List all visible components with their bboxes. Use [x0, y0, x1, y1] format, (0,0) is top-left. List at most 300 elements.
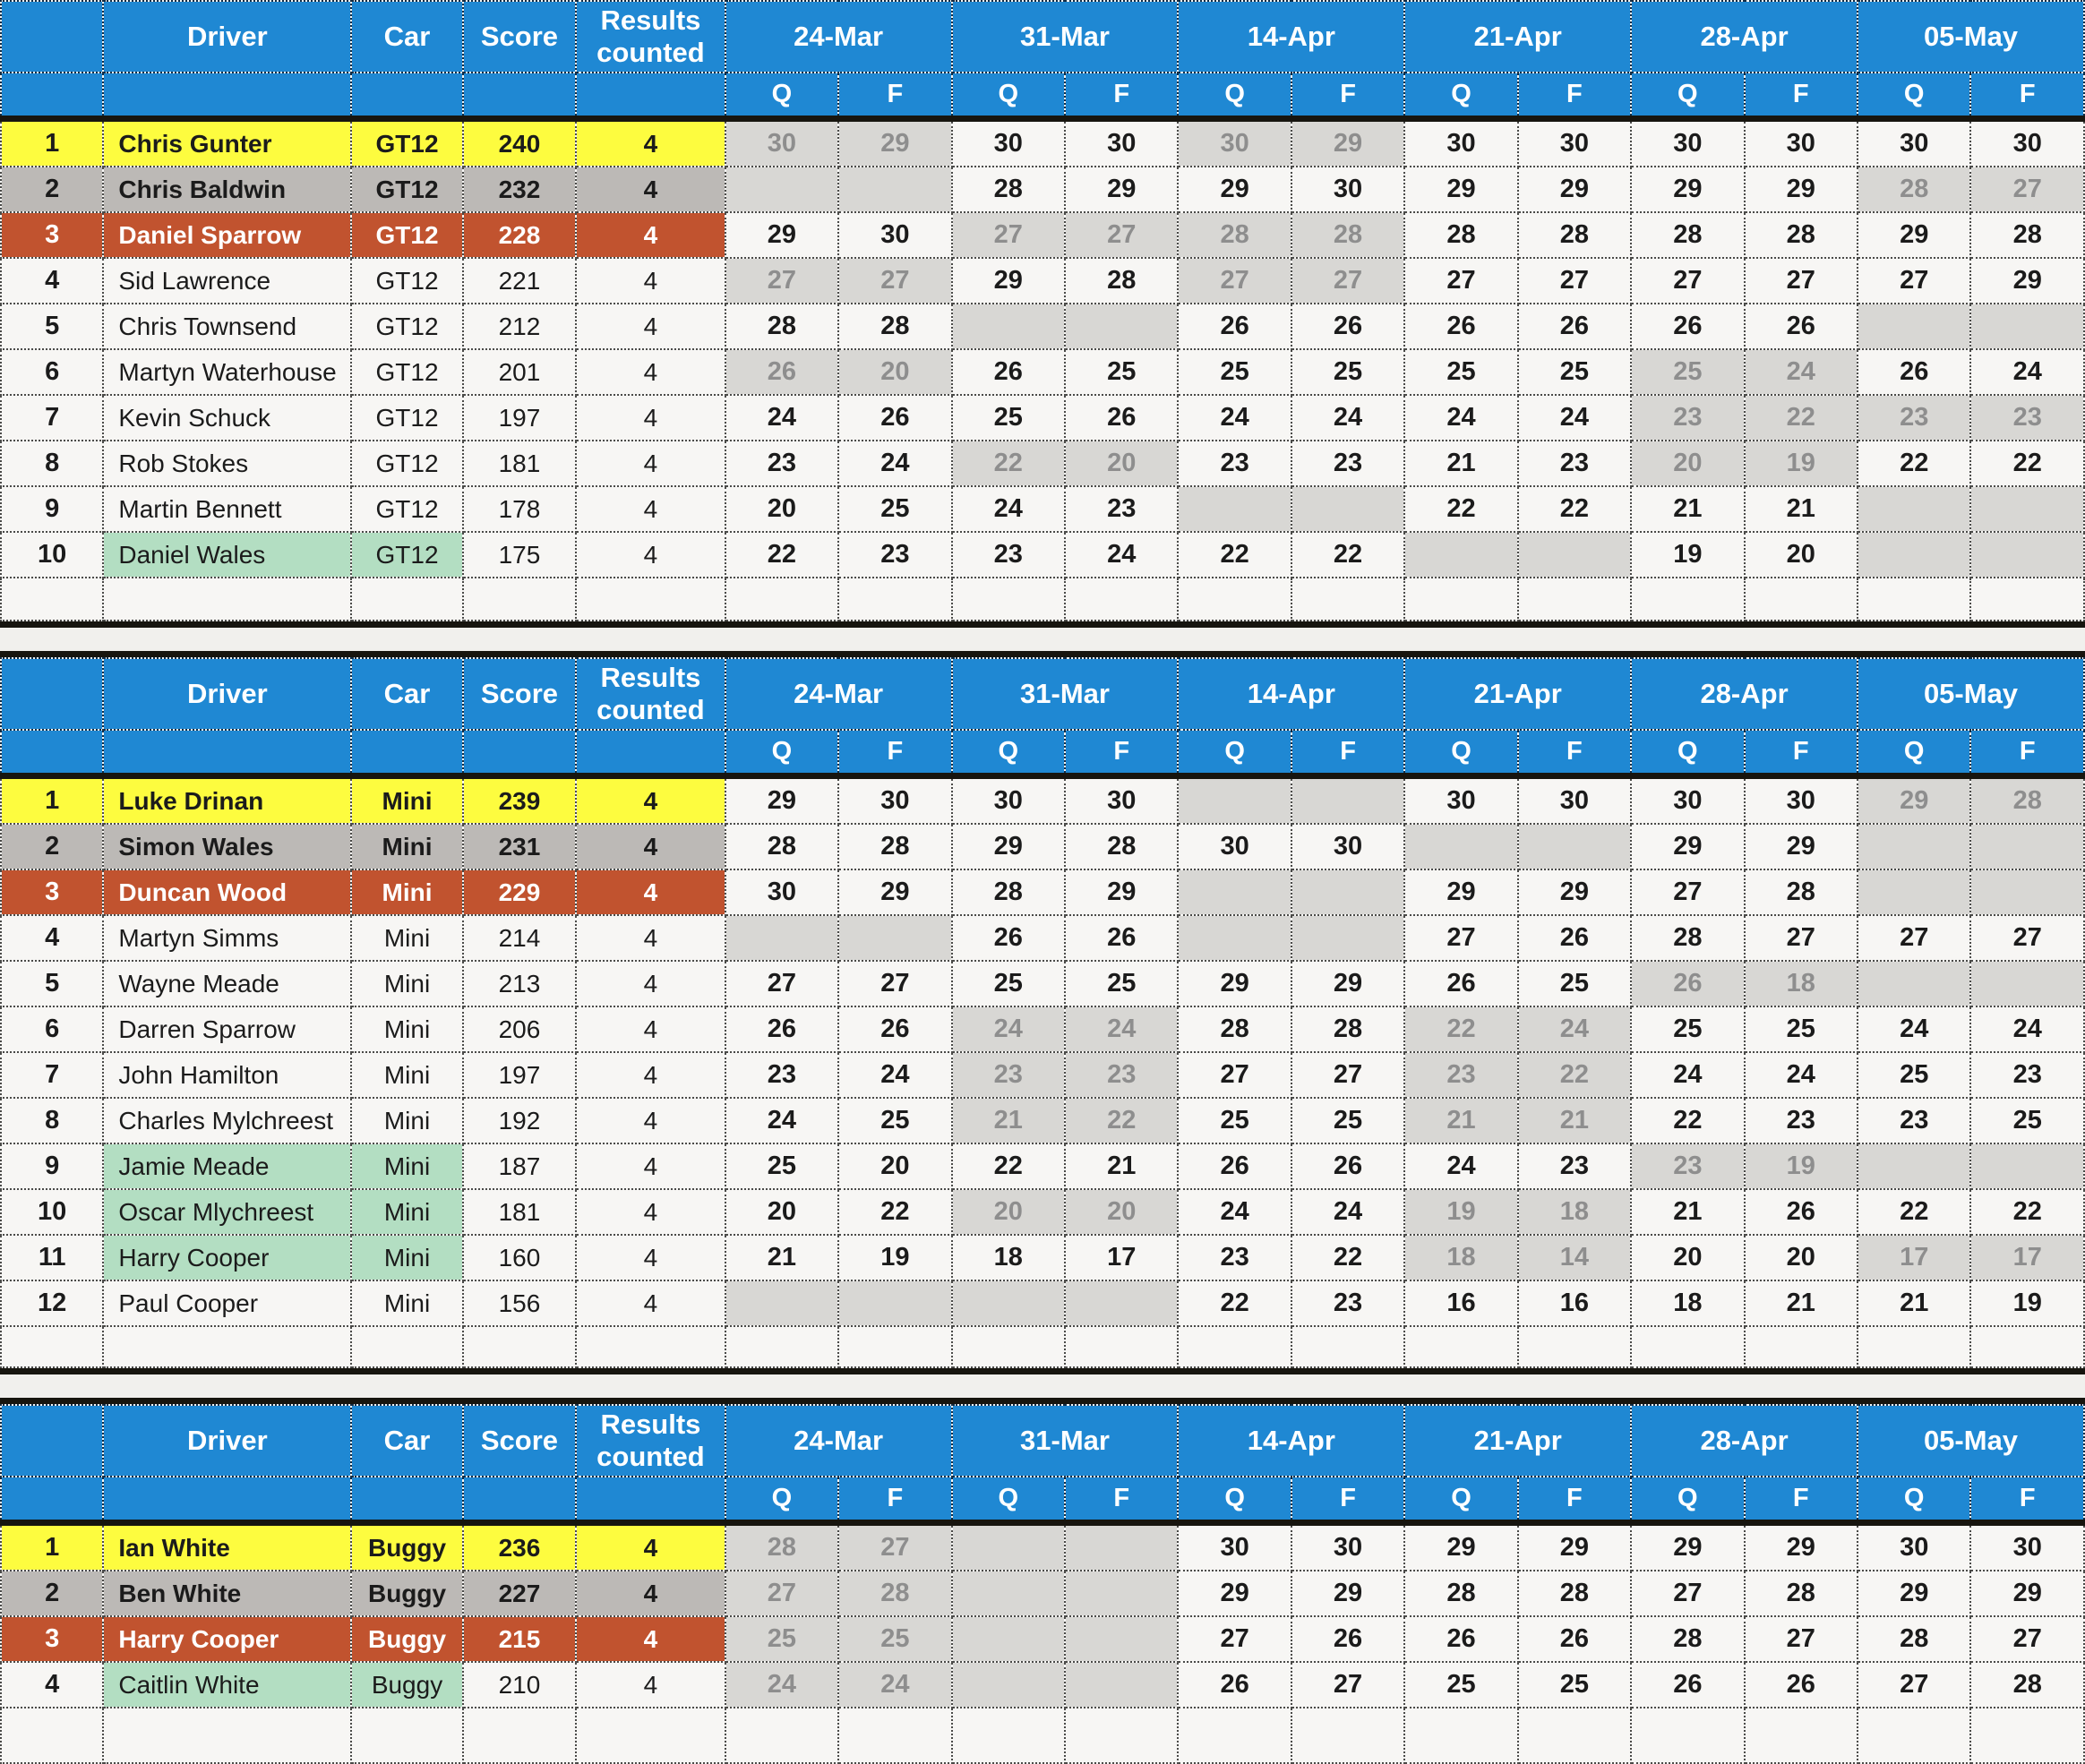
result-cell: 17 [1065, 1235, 1178, 1280]
qualifying-subheader: Q [1858, 1477, 1970, 1523]
score-cell: 214 [463, 915, 576, 961]
driver-name-cell: Martyn Waterhouse [103, 349, 351, 395]
result-cell [1970, 869, 2084, 915]
result-cell: 29 [838, 119, 951, 167]
score-cell: 212 [463, 304, 576, 349]
result-cell: 29 [1970, 1571, 2084, 1616]
car-class-cell: Mini [351, 1098, 462, 1143]
result-cell: 30 [1518, 776, 1631, 825]
position-cell: 8 [1, 1098, 103, 1143]
driver-name-cell: Paul Cooper [103, 1280, 351, 1326]
empty-cell [1178, 578, 1291, 621]
results-counted-column-header: Results counted [576, 1, 725, 73]
result-cell: 24 [838, 1052, 951, 1098]
driver-name-cell: Martyn Simms [103, 915, 351, 961]
header-spacer [1, 73, 103, 119]
results-counted-cell: 4 [576, 1571, 725, 1616]
date-header-21-apr: 21-Apr [1404, 658, 1631, 730]
result-cell: 27 [725, 961, 838, 1006]
result-cell: 22 [1291, 1235, 1404, 1280]
table-gap [0, 1374, 2085, 1398]
qf-subheader-row [1, 73, 2084, 119]
result-cell: 28 [1970, 1662, 2084, 1708]
result-cell: 21 [1404, 1098, 1517, 1143]
result-cell: 26 [1631, 304, 1744, 349]
position-column-header [1, 658, 103, 730]
result-cell: 26 [1065, 915, 1178, 961]
result-cell [1291, 915, 1404, 961]
result-cell: 25 [1291, 1098, 1404, 1143]
result-cell: 30 [952, 776, 1065, 825]
empty-cell [1, 1708, 103, 1763]
empty-cell [463, 1326, 576, 1367]
qualifying-subheader: Q [1858, 730, 1970, 776]
result-cell: 29 [1745, 1523, 1858, 1571]
result-cell: 17 [1858, 1235, 1970, 1280]
position-cell: 1 [1, 1523, 103, 1571]
result-cell: 28 [1518, 212, 1631, 258]
result-cell: 22 [838, 1189, 951, 1235]
position-cell: 3 [1, 1616, 103, 1662]
empty-cell [838, 578, 951, 621]
driver-name-cell: John Hamilton [103, 1052, 351, 1098]
score-cell: 201 [463, 349, 576, 395]
result-cell: 25 [725, 1143, 838, 1189]
results-counted-cell: 4 [576, 349, 725, 395]
driver-name-cell: Chris Gunter [103, 119, 351, 167]
result-cell: 22 [1631, 1098, 1744, 1143]
result-cell: 27 [1178, 258, 1291, 304]
result-cell: 24 [1518, 1006, 1631, 1052]
result-cell: 28 [1518, 1571, 1631, 1616]
result-cell: 27 [1291, 1662, 1404, 1708]
final-subheader: F [1291, 1477, 1404, 1523]
qualifying-subheader: Q [725, 1477, 838, 1523]
empty-cell [1631, 1326, 1744, 1367]
results-counted-cell: 4 [576, 1143, 725, 1189]
result-cell [1291, 486, 1404, 532]
result-cell: 27 [1858, 915, 1970, 961]
result-cell: 23 [1858, 395, 1970, 441]
header-spacer [1, 1477, 103, 1523]
result-cell: 25 [1518, 1662, 1631, 1708]
result-cell [1065, 1280, 1178, 1326]
car-class-cell: Mini [351, 1006, 462, 1052]
date-header-05-may: 05-May [1858, 1405, 2084, 1477]
empty-cell [952, 1326, 1065, 1367]
empty-cell [1404, 1708, 1517, 1763]
result-cell: 30 [725, 869, 838, 915]
final-subheader: F [1970, 73, 2084, 119]
result-cell: 23 [1291, 1280, 1404, 1326]
result-cell: 23 [952, 532, 1065, 578]
result-cell [1065, 1616, 1178, 1662]
result-cell: 24 [1745, 1052, 1858, 1098]
result-cell: 23 [1518, 1143, 1631, 1189]
header-spacer [1, 730, 103, 776]
car-column-header: Car [351, 658, 462, 730]
result-cell: 26 [1291, 304, 1404, 349]
result-cell: 26 [1631, 961, 1744, 1006]
result-cell: 18 [1404, 1235, 1517, 1280]
empty-cell [1631, 1708, 1744, 1763]
car-class-cell: Buggy [351, 1571, 462, 1616]
empty-cell [1065, 1326, 1178, 1367]
empty-row [1, 1326, 2084, 1367]
standings-table-buggy [0, 1404, 2085, 1764]
car-class-cell: Buggy [351, 1523, 462, 1571]
result-cell [725, 915, 838, 961]
empty-cell [103, 1326, 351, 1367]
result-cell [1970, 532, 2084, 578]
date-header-05-may: 05-May [1858, 658, 2084, 730]
standings-table-mini [0, 657, 2085, 1368]
qualifying-subheader: Q [1631, 730, 1744, 776]
standings-row [1, 1143, 2084, 1189]
empty-cell [1, 578, 103, 621]
result-cell: 25 [1631, 1006, 1744, 1052]
driver-name-cell: Duncan Wood [103, 869, 351, 915]
result-cell: 20 [1065, 1189, 1178, 1235]
qualifying-subheader: Q [952, 73, 1065, 119]
result-cell: 27 [1404, 258, 1517, 304]
result-cell: 26 [952, 915, 1065, 961]
result-cell: 27 [838, 961, 951, 1006]
result-cell: 24 [1291, 1189, 1404, 1235]
result-cell: 29 [952, 258, 1065, 304]
empty-cell [1970, 578, 2084, 621]
result-cell: 20 [1631, 1235, 1744, 1280]
result-cell: 25 [952, 961, 1065, 1006]
position-cell: 11 [1, 1235, 103, 1280]
qualifying-subheader: Q [952, 730, 1065, 776]
results-counted-cell: 4 [576, 1280, 725, 1326]
result-cell: 20 [1745, 1235, 1858, 1280]
result-cell: 27 [1518, 258, 1631, 304]
result-cell: 27 [952, 212, 1065, 258]
position-cell: 2 [1, 1571, 103, 1616]
score-cell: 181 [463, 441, 576, 486]
standings-row [1, 349, 2084, 395]
result-cell: 22 [1970, 1189, 2084, 1235]
position-column-header [1, 1, 103, 73]
standings-row [1, 1006, 2084, 1052]
driver-name-cell: Rob Stokes [103, 441, 351, 486]
result-cell: 14 [1518, 1235, 1631, 1280]
result-cell: 23 [1745, 1098, 1858, 1143]
result-cell [1404, 824, 1517, 869]
result-cell [952, 1662, 1065, 1708]
qualifying-subheader: Q [725, 73, 838, 119]
result-cell [952, 1280, 1065, 1326]
result-cell: 19 [1970, 1280, 2084, 1326]
driver-column-header: Driver [103, 1, 351, 73]
result-cell: 30 [1065, 776, 1178, 825]
car-column-header: Car [351, 1405, 462, 1477]
empty-cell [1631, 578, 1744, 621]
result-cell: 28 [725, 824, 838, 869]
result-cell: 28 [1631, 212, 1744, 258]
qf-subheader-row [1, 1477, 2084, 1523]
result-cell: 29 [1291, 961, 1404, 1006]
result-cell: 26 [1631, 1662, 1744, 1708]
result-cell: 28 [952, 869, 1065, 915]
position-cell: 10 [1, 1189, 103, 1235]
result-cell [1858, 1143, 1970, 1189]
result-cell: 28 [1631, 915, 1744, 961]
result-cell [1858, 824, 1970, 869]
result-cell: 29 [1745, 824, 1858, 869]
header-spacer [351, 1477, 462, 1523]
qualifying-subheader: Q [1178, 730, 1291, 776]
result-cell: 30 [1404, 119, 1517, 167]
qualifying-subheader: Q [725, 730, 838, 776]
result-cell: 27 [1291, 258, 1404, 304]
result-cell [1970, 1143, 2084, 1189]
result-cell: 29 [1178, 167, 1291, 212]
driver-name-cell: Jamie Meade [103, 1143, 351, 1189]
result-cell: 27 [838, 1523, 951, 1571]
empty-cell [838, 1708, 951, 1763]
result-cell: 22 [1404, 486, 1517, 532]
empty-cell [1404, 1326, 1517, 1367]
result-cell: 30 [1065, 119, 1178, 167]
result-cell: 30 [1970, 1523, 2084, 1571]
result-cell: 29 [1858, 1571, 1970, 1616]
result-cell [725, 1280, 838, 1326]
car-class-cell: GT12 [351, 167, 462, 212]
result-cell [1858, 486, 1970, 532]
driver-name-cell: Caitlin White [103, 1662, 351, 1708]
qualifying-subheader: Q [1631, 1477, 1744, 1523]
result-cell: 20 [952, 1189, 1065, 1235]
result-cell: 27 [1858, 1662, 1970, 1708]
result-cell: 30 [1631, 119, 1744, 167]
result-cell: 21 [1518, 1098, 1631, 1143]
driver-name-cell: Daniel Wales [103, 532, 351, 578]
date-header-14-apr: 14-Apr [1178, 658, 1404, 730]
result-cell: 26 [1178, 304, 1291, 349]
score-cell: 206 [463, 1006, 576, 1052]
empty-cell [351, 1326, 462, 1367]
result-cell: 24 [1970, 1006, 2084, 1052]
result-cell: 28 [952, 167, 1065, 212]
result-cell: 27 [1745, 915, 1858, 961]
result-cell: 27 [725, 1571, 838, 1616]
driver-name-cell: Wayne Meade [103, 961, 351, 1006]
result-cell: 23 [838, 532, 951, 578]
mini-standings-table [0, 651, 2085, 1374]
result-cell: 21 [1404, 441, 1517, 486]
car-class-cell: GT12 [351, 532, 462, 578]
standings-row [1, 961, 2084, 1006]
result-cell: 29 [1518, 167, 1631, 212]
car-class-cell: GT12 [351, 349, 462, 395]
final-subheader: F [1065, 73, 1178, 119]
result-cell: 26 [725, 349, 838, 395]
empty-cell [1, 1326, 103, 1367]
header-spacer [463, 1477, 576, 1523]
result-cell: 29 [1631, 1523, 1744, 1571]
score-cell: 192 [463, 1098, 576, 1143]
car-class-cell: Buggy [351, 1616, 462, 1662]
result-cell [1404, 532, 1517, 578]
result-cell [1178, 776, 1291, 825]
empty-cell [1745, 1708, 1858, 1763]
results-counted-cell: 4 [576, 869, 725, 915]
position-cell: 6 [1, 1006, 103, 1052]
position-cell: 2 [1, 167, 103, 212]
result-cell: 28 [1858, 167, 1970, 212]
final-subheader: F [1518, 73, 1631, 119]
result-cell: 25 [1970, 1098, 2084, 1143]
final-subheader: F [1745, 730, 1858, 776]
score-cell: 156 [463, 1280, 576, 1326]
result-cell [1858, 869, 1970, 915]
car-class-cell: Mini [351, 1189, 462, 1235]
header-spacer [576, 1477, 725, 1523]
result-cell [1858, 532, 1970, 578]
driver-name-cell: Daniel Sparrow [103, 212, 351, 258]
result-cell: 29 [1065, 167, 1178, 212]
standings-row [1, 486, 2084, 532]
result-cell [1065, 1662, 1178, 1708]
qualifying-subheader: Q [1178, 1477, 1291, 1523]
result-cell: 24 [725, 1098, 838, 1143]
standings-row [1, 1235, 2084, 1280]
result-cell: 20 [838, 1143, 951, 1189]
result-cell: 30 [1291, 824, 1404, 869]
result-cell: 22 [1178, 532, 1291, 578]
standings-row [1, 1523, 2084, 1571]
position-cell: 4 [1, 258, 103, 304]
empty-cell [952, 1708, 1065, 1763]
result-cell: 18 [1745, 961, 1858, 1006]
score-column-header: Score [463, 1405, 576, 1477]
car-class-cell: GT12 [351, 212, 462, 258]
result-cell: 23 [1404, 1052, 1517, 1098]
result-cell: 25 [1858, 1052, 1970, 1098]
result-cell: 27 [838, 258, 951, 304]
result-cell: 29 [725, 776, 838, 825]
result-cell: 30 [1858, 119, 1970, 167]
result-cell: 26 [725, 1006, 838, 1052]
driver-name-cell: Harry Cooper [103, 1616, 351, 1662]
result-cell: 28 [1858, 1616, 1970, 1662]
result-cell: 26 [838, 395, 951, 441]
result-cell: 30 [1745, 119, 1858, 167]
result-cell: 21 [1745, 1280, 1858, 1326]
driver-name-cell: Kevin Schuck [103, 395, 351, 441]
result-cell: 20 [1065, 441, 1178, 486]
result-cell: 28 [1404, 212, 1517, 258]
result-cell: 20 [838, 349, 951, 395]
position-cell: 3 [1, 212, 103, 258]
result-cell [1065, 1571, 1178, 1616]
driver-name-cell: Ian White [103, 1523, 351, 1571]
results-counted-cell: 4 [576, 1616, 725, 1662]
result-cell: 16 [1518, 1280, 1631, 1326]
standings-row [1, 776, 2084, 825]
result-cell: 29 [1065, 869, 1178, 915]
result-cell: 26 [1745, 304, 1858, 349]
result-cell: 27 [1970, 1616, 2084, 1662]
position-cell: 7 [1, 395, 103, 441]
result-cell: 22 [1178, 1280, 1291, 1326]
car-class-cell: Mini [351, 1052, 462, 1098]
result-cell [1518, 532, 1631, 578]
empty-cell [1178, 1326, 1291, 1367]
date-header-28-apr: 28-Apr [1631, 1405, 1858, 1477]
result-cell: 27 [1178, 1052, 1291, 1098]
result-cell [1518, 824, 1631, 869]
result-cell: 28 [1291, 1006, 1404, 1052]
result-cell: 26 [1178, 1662, 1291, 1708]
score-cell: 197 [463, 395, 576, 441]
buggy-standings-table [0, 1398, 2085, 1764]
empty-row [1, 578, 2084, 621]
result-cell: 30 [1631, 776, 1744, 825]
table-gap [0, 628, 2085, 651]
results-counted-cell: 4 [576, 486, 725, 532]
standings-row [1, 212, 2084, 258]
results-counted-cell: 4 [576, 1006, 725, 1052]
result-cell: 22 [1745, 395, 1858, 441]
empty-cell [952, 578, 1065, 621]
standings-row [1, 1662, 2084, 1708]
driver-name-cell: Martin Bennett [103, 486, 351, 532]
result-cell: 19 [1404, 1189, 1517, 1235]
empty-cell [1291, 1708, 1404, 1763]
result-cell: 30 [838, 776, 951, 825]
result-cell: 26 [1518, 1616, 1631, 1662]
score-cell: 232 [463, 167, 576, 212]
result-cell: 24 [952, 486, 1065, 532]
result-cell: 16 [1404, 1280, 1517, 1326]
result-cell: 26 [1065, 395, 1178, 441]
result-cell: 29 [725, 212, 838, 258]
position-cell: 1 [1, 119, 103, 167]
result-cell: 21 [725, 1235, 838, 1280]
result-cell: 29 [1404, 167, 1517, 212]
result-cell: 25 [1178, 1098, 1291, 1143]
result-cell: 28 [1745, 869, 1858, 915]
empty-cell [1970, 1326, 2084, 1367]
result-cell: 25 [838, 1098, 951, 1143]
standings-table-gt12 [0, 0, 2085, 621]
result-cell: 27 [1631, 1571, 1744, 1616]
result-cell: 20 [725, 1189, 838, 1235]
result-cell: 25 [1404, 349, 1517, 395]
standings-row [1, 304, 2084, 349]
result-cell: 30 [1745, 776, 1858, 825]
position-cell: 6 [1, 349, 103, 395]
result-cell: 30 [725, 119, 838, 167]
final-subheader: F [838, 73, 951, 119]
result-cell: 26 [1291, 1143, 1404, 1189]
empty-cell [1745, 1326, 1858, 1367]
result-cell: 29 [1631, 824, 1744, 869]
result-cell: 24 [1065, 532, 1178, 578]
result-cell: 26 [1518, 304, 1631, 349]
result-cell: 24 [725, 395, 838, 441]
empty-cell [1178, 1708, 1291, 1763]
final-subheader: F [838, 1477, 951, 1523]
standings-row [1, 258, 2084, 304]
qualifying-subheader: Q [1404, 73, 1517, 119]
score-column-header: Score [463, 658, 576, 730]
result-cell: 22 [1858, 441, 1970, 486]
